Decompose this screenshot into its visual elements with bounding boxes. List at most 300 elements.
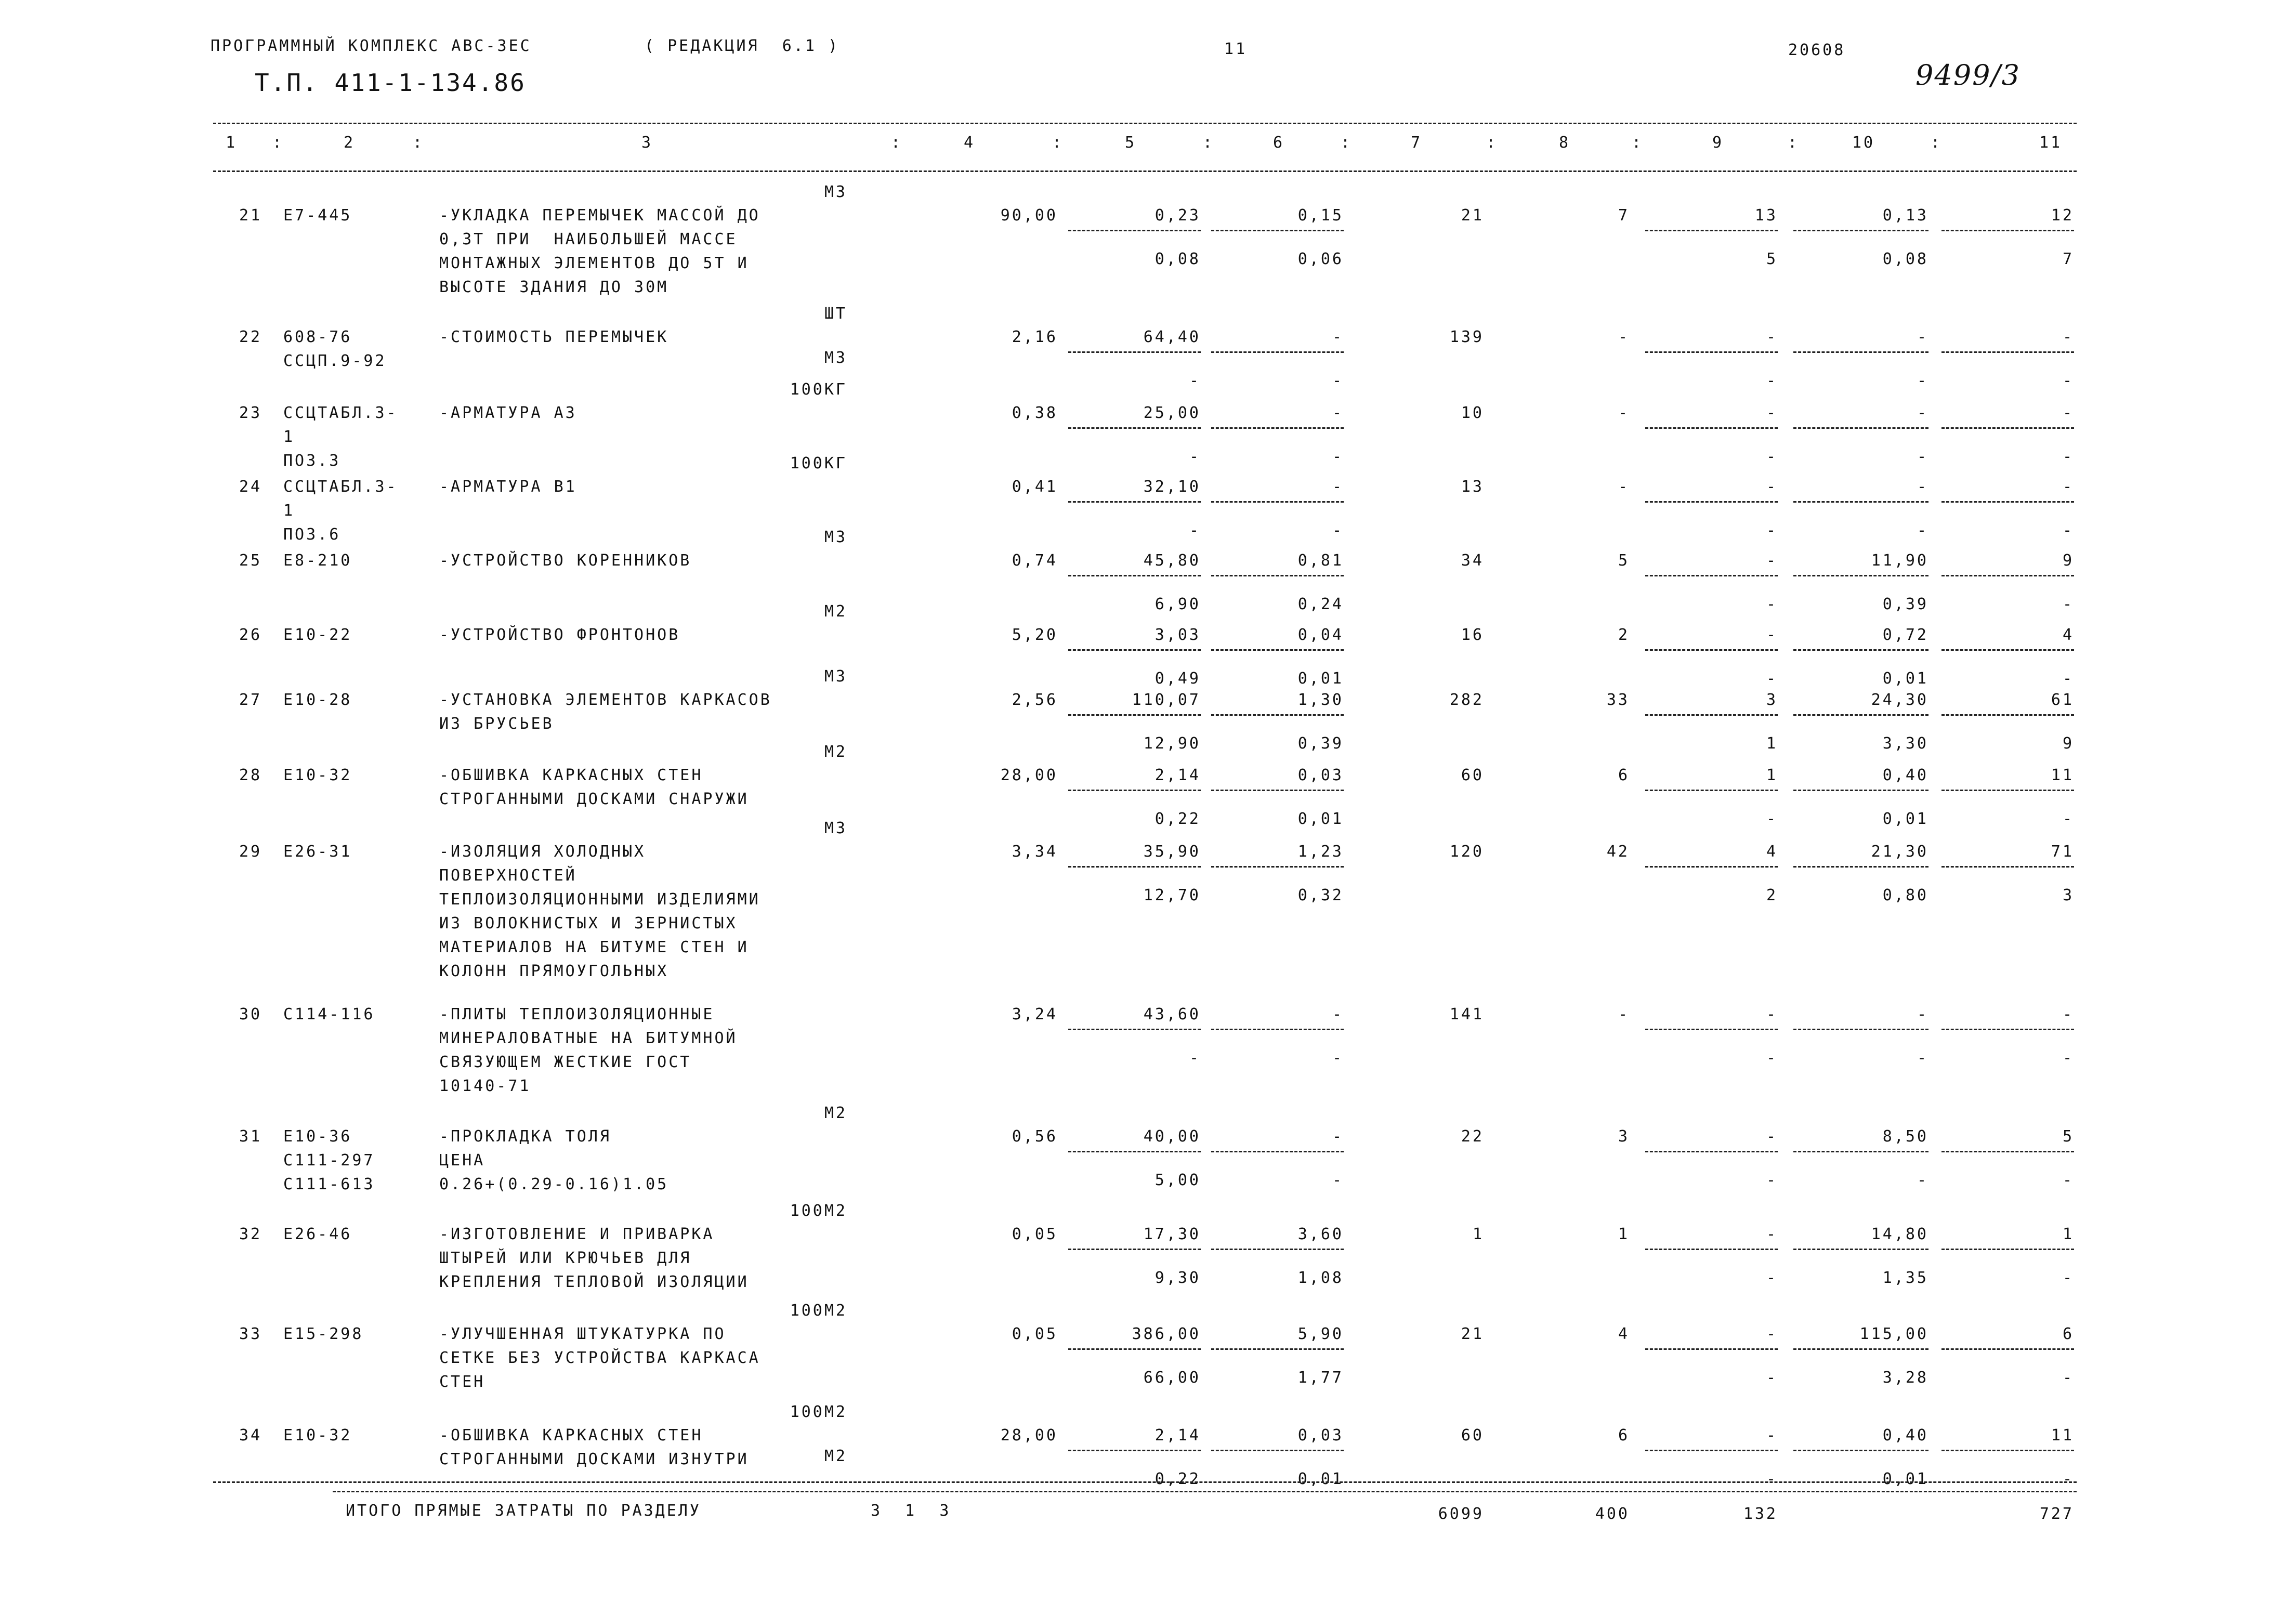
- cell-rule: [1793, 1348, 1928, 1350]
- machine-wage: 0,01: [1297, 810, 1344, 828]
- quantity: 0,74: [1012, 551, 1058, 570]
- total-cost: 22: [1461, 1127, 1484, 1146]
- work-description: -УСТРОЙСТВО КОРЕННИКОВ: [439, 551, 692, 570]
- labour: 115,00: [1859, 1325, 1928, 1343]
- cell-rule: [1211, 1151, 1344, 1152]
- labour-machine: 3,28: [1882, 1369, 1928, 1387]
- column-header: 5: [1124, 134, 1137, 152]
- work-description: -ПЛИТЫ ТЕПЛОИЗОЛЯЦИОННЫЕ: [439, 1005, 715, 1023]
- cell-rule: [1793, 649, 1928, 651]
- labour-total: -: [2062, 478, 2074, 496]
- cell-rule: [1793, 427, 1928, 429]
- labour: -: [1917, 1005, 1928, 1023]
- column-header: :: [1631, 134, 1644, 152]
- machine-cost: 0,15: [1297, 206, 1344, 225]
- cell-rule: [1941, 1450, 2074, 1451]
- cell-rule: [1793, 1029, 1928, 1030]
- total-cost: 21: [1461, 1325, 1484, 1343]
- machine-total: 3: [1766, 691, 1778, 709]
- labour-machine-total: -: [2062, 1470, 2074, 1488]
- total-cost: 1: [1472, 1225, 1484, 1243]
- machine-wage-total: -: [1766, 1049, 1778, 1067]
- column-header: 8: [1558, 134, 1571, 152]
- quantity: 28,00: [1000, 766, 1058, 784]
- machine-wage-total: -: [1766, 595, 1778, 613]
- cell-rule: [1793, 501, 1928, 503]
- unit-cost: 0,23: [1154, 206, 1201, 225]
- quantity: 2,56: [1012, 691, 1058, 709]
- norm-code: ПОЗ.6: [283, 526, 341, 544]
- quantity: 3,34: [1012, 843, 1058, 861]
- machine-cost: 0,03: [1297, 766, 1344, 784]
- machine-wage-total: -: [1766, 1369, 1778, 1387]
- machine-wage-total: -: [1766, 1171, 1778, 1189]
- cell-rule: [1211, 1249, 1344, 1250]
- labour-machine: 0,01: [1882, 810, 1928, 828]
- unit-cost: 43,60: [1143, 1005, 1201, 1023]
- wages: 3: [1618, 1127, 1630, 1146]
- row-number: 24: [239, 478, 263, 496]
- labour-total: -: [2062, 328, 2074, 346]
- section-number: 3 1 3: [871, 1502, 951, 1520]
- labour-machine-total: -: [2062, 810, 2074, 828]
- work-description: ВЫСОТЕ ЗДАНИЯ ДО 30М: [439, 278, 669, 296]
- work-description: -АРМАТУРА В1: [439, 478, 577, 496]
- total-cost: 282: [1449, 691, 1484, 709]
- cell-rule: [1645, 866, 1778, 868]
- cell-rule: [1645, 649, 1778, 651]
- norm-code: 1: [283, 502, 295, 520]
- work-description: СВЯЗУЮЩЕМ ЖЕСТКИЕ ГОСТ: [439, 1053, 692, 1071]
- column-header: 11: [2039, 134, 2063, 152]
- cell-rule: [1941, 714, 2074, 716]
- cell-rule: [1211, 1029, 1344, 1030]
- unit-label: М3: [824, 183, 847, 201]
- norm-code: 608-76: [283, 328, 352, 346]
- cell-rule: [1941, 427, 2074, 429]
- labour-machine: 1,35: [1882, 1269, 1928, 1287]
- work-description: СТРОГАННЫМИ ДОСКАМИ ИЗНУТРИ: [439, 1450, 749, 1468]
- machine-cost: -: [1332, 328, 1344, 346]
- quantity: 2,16: [1012, 328, 1058, 346]
- program-name: ПРОГРАММНЫЙ КОМПЛЕКС АВС-ЗЕС: [211, 37, 532, 55]
- wages-sum: 400: [1595, 1505, 1630, 1523]
- cell-rule: [1068, 790, 1201, 791]
- labour-machine: -: [1917, 448, 1928, 466]
- column-header: 2: [343, 134, 356, 152]
- labour-total: 11: [2051, 1426, 2074, 1445]
- cell-rule: [1645, 230, 1778, 231]
- cell-rule: [1068, 575, 1201, 576]
- labour-machine: -: [1917, 521, 1928, 540]
- cell-rule: [1941, 1151, 2074, 1152]
- labour-machine-total: -: [2062, 372, 2074, 390]
- wages: 1: [1618, 1225, 1630, 1243]
- work-description: 10140-71: [439, 1077, 531, 1095]
- cell-rule: [1941, 1029, 2074, 1030]
- labour: -: [1917, 328, 1928, 346]
- total-cost: 13: [1461, 478, 1484, 496]
- cell-rule: [1068, 501, 1201, 503]
- norm-code: Е10-36: [283, 1127, 352, 1146]
- column-header: 10: [1852, 134, 1875, 152]
- labour: 24,30: [1871, 691, 1928, 709]
- machine-wage: -: [1332, 372, 1344, 390]
- unit-wage: 9,30: [1154, 1269, 1201, 1287]
- cell-rule: [1941, 501, 2074, 503]
- machine-wage-total: -: [1766, 1269, 1778, 1287]
- machine-total: -: [1766, 1426, 1778, 1445]
- work-description: -ИЗОЛЯЦИЯ ХОЛОДНЫХ: [439, 843, 646, 861]
- quantity: 0,38: [1012, 404, 1058, 422]
- machine-total: -: [1766, 1225, 1778, 1243]
- labour: 11,90: [1871, 551, 1928, 570]
- quantity: 0,41: [1012, 478, 1058, 496]
- cell-rule: [1793, 1249, 1928, 1250]
- labour-total: -: [2062, 404, 2074, 422]
- machine-wage-total: -: [1766, 448, 1778, 466]
- unit-cost: 40,00: [1143, 1127, 1201, 1146]
- column-header: :: [1340, 134, 1353, 152]
- project-code: Т.П. 411-1-134.86: [255, 69, 526, 97]
- labour-machine-total: -: [2062, 448, 2074, 466]
- labour: 14,80: [1871, 1225, 1928, 1243]
- norm-code: Е10-22: [283, 626, 352, 644]
- work-description: ПОВЕРХНОСТЕЙ: [439, 866, 577, 885]
- machine-wage: -: [1332, 1171, 1344, 1189]
- work-description: -АРМАТУРА А3: [439, 404, 577, 422]
- labour-total: 12: [2051, 206, 2074, 225]
- unit-label: 100М2: [790, 1403, 847, 1421]
- cell-rule: [1941, 575, 2074, 576]
- quantity: 5,20: [1012, 626, 1058, 644]
- labour: -: [1917, 404, 1928, 422]
- unit-label: М3: [824, 349, 847, 367]
- labour-total: -: [2062, 1005, 2074, 1023]
- wages: 5: [1618, 551, 1630, 570]
- column-header: 4: [963, 134, 976, 152]
- machine-total: 13: [1754, 206, 1778, 225]
- cell-rule: [1793, 1450, 1928, 1451]
- unit-cost: 110,07: [1132, 691, 1201, 709]
- cell-rule: [1941, 1348, 2074, 1350]
- norm-code: С111-297: [283, 1151, 375, 1170]
- cell-rule: [1793, 575, 1928, 576]
- cell-rule: [1793, 230, 1928, 231]
- cell-rule: [1068, 1249, 1201, 1250]
- machine-cost: 5,90: [1297, 1325, 1344, 1343]
- machine-wage-total: -: [1766, 1470, 1778, 1488]
- cell-rule: [1068, 1348, 1201, 1350]
- machine-cost: 3,60: [1297, 1225, 1344, 1243]
- labour: -: [1917, 478, 1928, 496]
- cell-rule: [1068, 714, 1201, 716]
- header-rule: [213, 170, 2077, 172]
- machine-wage-total: 1: [1766, 734, 1778, 753]
- unit-cost: 386,00: [1132, 1325, 1201, 1343]
- row-number: 32: [239, 1225, 263, 1243]
- cell-rule: [1211, 351, 1344, 353]
- labour-machine: 3,30: [1882, 734, 1928, 753]
- machine-wage: 0,01: [1297, 1470, 1344, 1488]
- labour-total: 61: [2051, 691, 2074, 709]
- column-header: 9: [1712, 134, 1724, 152]
- machine-wage: -: [1332, 521, 1344, 540]
- cell-rule: [1211, 790, 1344, 791]
- column-header: :: [1486, 134, 1498, 152]
- machine-sum: 132: [1743, 1505, 1778, 1523]
- cell-rule: [1645, 714, 1778, 716]
- cell-rule: [1645, 1348, 1778, 1350]
- machine-wage: 0,24: [1297, 595, 1344, 613]
- norm-code: С114-116: [283, 1005, 375, 1023]
- work-description: ТЕПЛОИЗОЛЯЦИОННЫМИ ИЗДЕЛИЯМИ: [439, 890, 760, 909]
- cell-rule: [1211, 714, 1344, 716]
- machine-wage-total: 5: [1766, 250, 1778, 268]
- wages: -: [1618, 1005, 1630, 1023]
- cell-rule: [1068, 1151, 1201, 1152]
- labour-machine-total: -: [2062, 669, 2074, 688]
- column-header: :: [412, 134, 425, 152]
- wages: -: [1618, 478, 1630, 496]
- total-rule: [333, 1491, 2077, 1492]
- labour: 0,13: [1882, 206, 1928, 225]
- cell-rule: [1211, 649, 1344, 651]
- labour-machine: 0,08: [1882, 250, 1928, 268]
- norm-code: ССЦТАБЛ.3-: [283, 478, 398, 496]
- column-header: 7: [1410, 134, 1423, 152]
- norm-code: С111-613: [283, 1175, 375, 1193]
- row-number: 22: [239, 328, 263, 346]
- row-number: 33: [239, 1325, 263, 1343]
- work-description: ИЗ БРУСЬЕВ: [439, 715, 554, 733]
- unit-wage: 0,49: [1154, 669, 1201, 688]
- work-description: МАТЕРИАЛОВ НА БИТУМЕ СТЕН И: [439, 938, 749, 956]
- labour-machine-total: -: [2062, 1171, 2074, 1189]
- cell-rule: [1211, 501, 1344, 503]
- work-description: -УСТРОЙСТВО ФРОНТОНОВ: [439, 626, 680, 644]
- total-cost: 16: [1461, 626, 1484, 644]
- labour-machine-total: 3: [2062, 886, 2074, 904]
- unit-label: М2: [824, 1104, 847, 1122]
- unit-label: ШТ: [824, 305, 847, 323]
- labour-total: 6: [2062, 1325, 2074, 1343]
- norm-code: ССЦП.9-92: [283, 352, 387, 370]
- column-header: :: [272, 134, 284, 152]
- machine-cost: 0,03: [1297, 1426, 1344, 1445]
- wages: 6: [1618, 1426, 1630, 1445]
- total-cost: 139: [1449, 328, 1484, 346]
- machine-wage: 0,39: [1297, 734, 1344, 753]
- page-number: 11: [1224, 40, 1248, 58]
- labour-machine-total: -: [2062, 521, 2074, 540]
- row-number: 21: [239, 206, 263, 225]
- cell-rule: [1211, 1348, 1344, 1350]
- total-cost-sum: 6099: [1438, 1505, 1484, 1523]
- cell-rule: [1645, 351, 1778, 353]
- norm-code: Е10-32: [283, 766, 352, 784]
- unit-label: М3: [824, 819, 847, 837]
- column-header: 3: [641, 134, 653, 152]
- column-header: :: [1930, 134, 1943, 152]
- wages: 33: [1606, 691, 1630, 709]
- work-description: -ОБШИВКА КАРКАСНЫХ СТЕН: [439, 766, 703, 784]
- cell-rule: [1645, 575, 1778, 576]
- cell-rule: [1645, 1029, 1778, 1030]
- labour-total: 4: [2062, 626, 2074, 644]
- work-description: 0,3Т ПРИ НАИБОЛЬШЕЙ МАССЕ: [439, 230, 738, 248]
- norm-code: Е10-28: [283, 691, 352, 709]
- unit-wage: 12,70: [1143, 886, 1201, 904]
- machine-cost: 0,81: [1297, 551, 1344, 570]
- norm-code: ПОЗ.3: [283, 452, 341, 470]
- machine-wage: 0,32: [1297, 886, 1344, 904]
- row-number: 27: [239, 691, 263, 709]
- unit-label: 100КГ: [790, 380, 847, 399]
- machine-total: -: [1766, 551, 1778, 570]
- total-cost: 60: [1461, 1426, 1484, 1445]
- machine-wage: -: [1332, 448, 1344, 466]
- total-cost: 120: [1449, 843, 1484, 861]
- unit-cost: 2,14: [1154, 766, 1201, 784]
- machine-cost: -: [1332, 478, 1344, 496]
- unit-cost: 64,40: [1143, 328, 1201, 346]
- machine-total: -: [1766, 1325, 1778, 1343]
- top-rule: [213, 123, 2077, 124]
- work-description: СТРОГАННЫМИ ДОСКАМИ СНАРУЖИ: [439, 790, 749, 808]
- wages: 7: [1618, 206, 1630, 225]
- total-cost: 10: [1461, 404, 1484, 422]
- norm-code: Е7-445: [283, 206, 352, 225]
- labour: 0,40: [1882, 1426, 1928, 1445]
- norm-code: Е8-210: [283, 551, 352, 570]
- cell-rule: [1645, 790, 1778, 791]
- norm-code: ССЦТАБЛ.3-: [283, 404, 398, 422]
- unit-label: М3: [824, 667, 847, 686]
- row-number: 26: [239, 626, 263, 644]
- row-number: 28: [239, 766, 263, 784]
- machine-wage: 0,06: [1297, 250, 1344, 268]
- labour-machine-total: -: [2062, 595, 2074, 613]
- handwritten-number: 9499/3: [1915, 59, 2021, 91]
- labour-machine: 0,80: [1882, 886, 1928, 904]
- quantity: 0,56: [1012, 1127, 1058, 1146]
- cell-rule: [1068, 230, 1201, 231]
- labour-machine-total: -: [2062, 1049, 2074, 1067]
- cell-rule: [1645, 427, 1778, 429]
- machine-cost: 1,23: [1297, 843, 1344, 861]
- total-cost: 60: [1461, 766, 1484, 784]
- cell-rule: [1068, 427, 1201, 429]
- cell-rule: [1068, 1029, 1201, 1030]
- unit-cost: 45,80: [1143, 551, 1201, 570]
- labour-total: 9: [2062, 551, 2074, 570]
- quantity: 0,05: [1012, 1225, 1058, 1243]
- row-number: 30: [239, 1005, 263, 1023]
- labour-total: 1: [2062, 1225, 2074, 1243]
- machine-wage-total: -: [1766, 372, 1778, 390]
- column-header: :: [890, 134, 903, 152]
- cell-rule: [1068, 351, 1201, 353]
- work-description: МОНТАЖНЫХ ЭЛЕМЕНТОВ ДО 5Т И: [439, 254, 749, 272]
- work-description: ШТЫРЕЙ ИЛИ КРЮЧЬЕВ ДЛЯ: [439, 1249, 692, 1267]
- total-cost: 21: [1461, 206, 1484, 225]
- row-number: 31: [239, 1127, 263, 1146]
- machine-total: -: [1766, 478, 1778, 496]
- unit-wage: -: [1189, 1049, 1201, 1067]
- quantity: 28,00: [1000, 1426, 1058, 1445]
- labour-machine: -: [1917, 372, 1928, 390]
- labour-total: 5: [2062, 1127, 2074, 1146]
- work-description: ЦЕНА: [439, 1151, 486, 1170]
- row-number: 23: [239, 404, 263, 422]
- cell-rule: [1211, 1450, 1344, 1451]
- work-description: -ОБШИВКА КАРКАСНЫХ СТЕН: [439, 1426, 703, 1445]
- work-description: -СТОИМОСТЬ ПЕРЕМЫЧЕК: [439, 328, 669, 346]
- machine-wage-total: -: [1766, 521, 1778, 540]
- work-description: 0.26+(0.29-0.16)1.05: [439, 1175, 669, 1193]
- document-code: 20608: [1788, 41, 1846, 59]
- work-description: -УКЛАДКА ПЕРЕМЫЧЕК МАССОЙ ДО: [439, 206, 760, 225]
- unit-label: 100КГ: [790, 454, 847, 472]
- unit-wage: 0,08: [1154, 250, 1201, 268]
- work-description: КОЛОНН ПРЯМОУГОЛЬНЫХ: [439, 962, 669, 980]
- cell-rule: [1211, 866, 1344, 868]
- cell-rule: [1645, 501, 1778, 503]
- unit-cost: 25,00: [1143, 404, 1201, 422]
- machine-wage: 1,08: [1297, 1269, 1344, 1287]
- wages: 6: [1618, 766, 1630, 784]
- bottom-rule: [213, 1481, 2077, 1483]
- machine-wage: 1,77: [1297, 1369, 1344, 1387]
- machine-wage: 0,01: [1297, 669, 1344, 688]
- column-header: :: [1202, 134, 1215, 152]
- machine-cost: -: [1332, 404, 1344, 422]
- cell-rule: [1068, 649, 1201, 651]
- cell-rule: [1941, 866, 2074, 868]
- unit-cost: 32,10: [1143, 478, 1201, 496]
- cell-rule: [1941, 649, 2074, 651]
- unit-cost: 35,90: [1143, 843, 1201, 861]
- work-description: СЕТКЕ БЕЗ УСТРОЙСТВА КАРКАСА: [439, 1349, 760, 1367]
- machine-wage-total: -: [1766, 669, 1778, 688]
- norm-code: Е10-32: [283, 1426, 352, 1445]
- labour-machine-total: 9: [2062, 734, 2074, 753]
- machine-total: -: [1766, 328, 1778, 346]
- unit-cost: 3,03: [1154, 626, 1201, 644]
- labour-total: 71: [2051, 843, 2074, 861]
- machine-cost: 0,04: [1297, 626, 1344, 644]
- quantity: 90,00: [1000, 206, 1058, 225]
- cell-rule: [1211, 230, 1344, 231]
- quantity: 3,24: [1012, 1005, 1058, 1023]
- labour: 0,72: [1882, 626, 1928, 644]
- machine-wage-total: 2: [1766, 886, 1778, 904]
- unit-cost: 2,14: [1154, 1426, 1201, 1445]
- cell-rule: [1068, 1450, 1201, 1451]
- cell-rule: [1941, 351, 2074, 353]
- unit-wage: -: [1189, 448, 1201, 466]
- labour-total: 11: [2051, 766, 2074, 784]
- norm-code: Е26-31: [283, 843, 352, 861]
- machine-total: -: [1766, 1127, 1778, 1146]
- machine-total: -: [1766, 404, 1778, 422]
- unit-wage: -: [1189, 372, 1201, 390]
- machine-cost: -: [1332, 1127, 1344, 1146]
- unit-wage: 66,00: [1143, 1369, 1201, 1387]
- unit-label: М2: [824, 602, 847, 621]
- wages: -: [1618, 328, 1630, 346]
